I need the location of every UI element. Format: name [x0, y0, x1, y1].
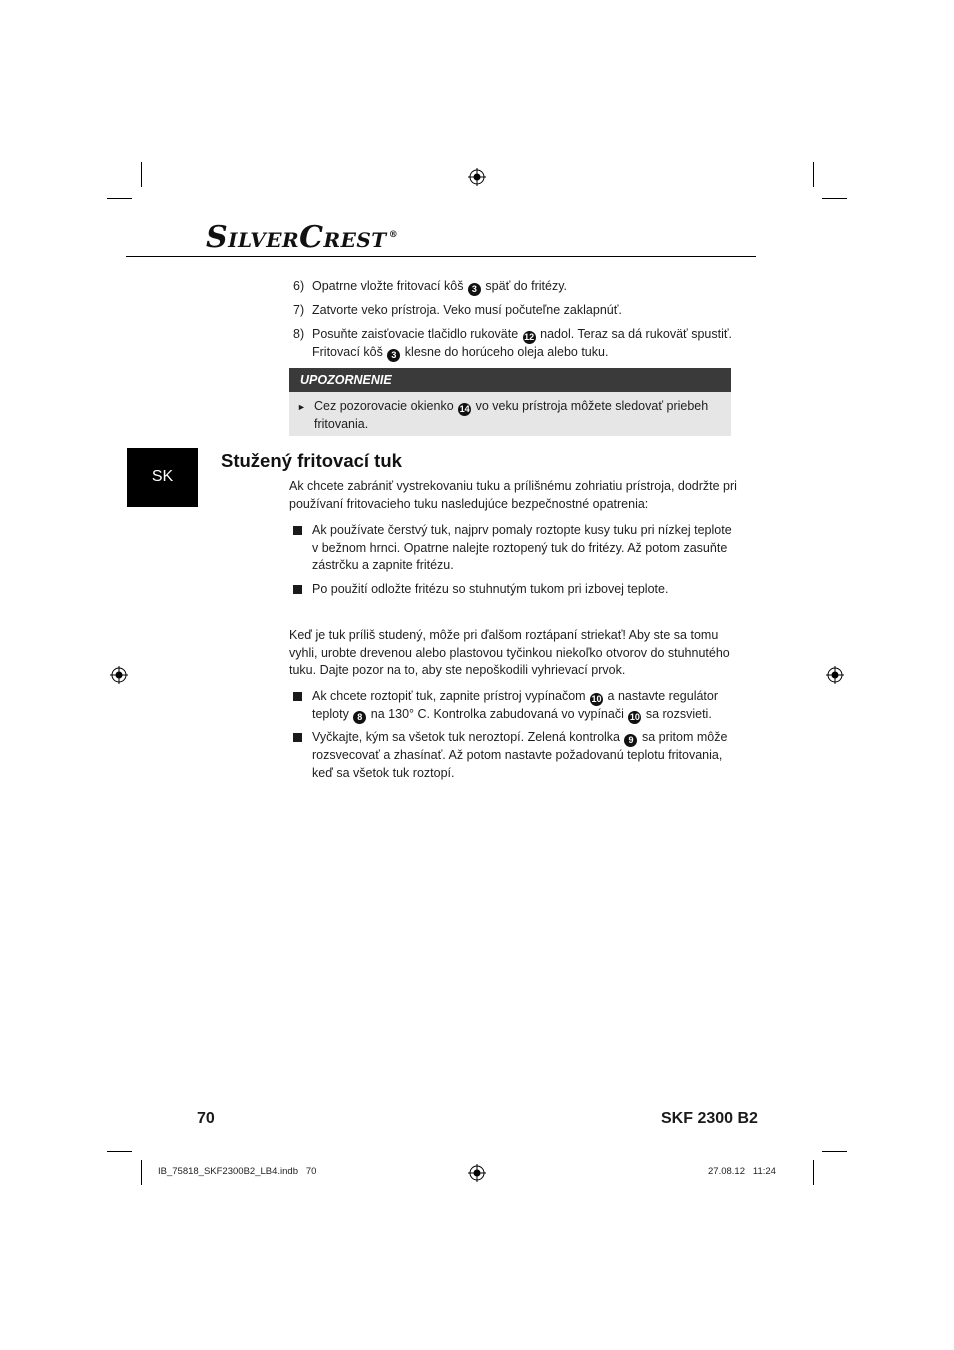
part-number-badge: 14: [459, 404, 470, 414]
step-number: 7): [293, 303, 305, 317]
registration-mark-icon: [826, 666, 844, 684]
print-slug-date: 27.08.12 11:24: [708, 1166, 776, 1177]
crop-mark: [107, 198, 132, 199]
square-bullet-icon: [293, 526, 302, 535]
step-number: 8): [293, 327, 305, 341]
list-item: Ak chcete roztopiť tuk, zapnite prístroj vypínačom 10 a nastavte regulátor teploty 8 na 130° C. Kontrolka zabudovaná vo vypínači 10 sa rozsvieti.: [293, 688, 733, 724]
square-bullet-icon: [293, 585, 302, 594]
crop-mark: [141, 1160, 142, 1185]
step-text: Zatvorte veko prístroja. Veko musí počuteľne zaklapnúť.: [312, 303, 622, 317]
step-6: 6) Opatrne vložte fritovací kôš 3 späť do fritézy.: [293, 279, 567, 294]
part-number-badge: 3: [468, 283, 481, 296]
square-bullet-icon: [293, 692, 302, 701]
registration-mark-icon: [468, 168, 486, 186]
warning-title: UPOZORNENIE: [289, 368, 731, 392]
part-number-badge: 10: [629, 712, 640, 722]
brand-logo: SILVERCREST ®: [206, 220, 399, 255]
warning-body: ► Cez pozorovacie okienko 14 vo veku prístroja môžete sledovať priebeh fritovania.: [289, 392, 731, 436]
list-item: Vyčkajte, kým sa všetok tuk neroztopí. Zelená kontrolka 9 sa pritom môže rozsvecovať a zhasínať. Až potom nastavte požadovanú teplotu fritovania, keď sa všetok tuk roztopí.: [293, 729, 733, 782]
part-number-badge: 10: [591, 694, 602, 704]
list-item: Ak používate čerstvý tuk, najprv pomaly roztopte kusy tuku pri nízkej teplote v bežnom hrnci. Opatrne nalejte roztopený tuk do fritézy. Až potom zasuňte zástrčku a zapnite fritézu.: [293, 522, 733, 575]
registration-mark-icon: [468, 1164, 486, 1182]
crop-mark: [822, 1151, 847, 1152]
crop-mark: [822, 198, 847, 199]
part-number-badge: 3: [387, 349, 400, 362]
step-8: 8) Posuňte zaisťovacie tlačidlo rukoväte 12 nadol. Teraz sa dá rukoväť spustiť. Fritovací kôš 3 klesne do horúceho oleja alebo tuku.: [293, 327, 733, 360]
intro-paragraph: Ak chcete zabrániť vystrekovaniu tuku a prílišnému zohriatiu prístroja, dodržte pri používaní fritovacieho tuku nasledujúce bezpečnostné opatrenia:: [289, 479, 737, 511]
arrow-bullet-icon: ►: [297, 402, 306, 412]
crop-mark: [141, 162, 142, 187]
part-number-badge: 9: [624, 734, 637, 747]
header-rule: [126, 256, 756, 257]
square-bullet-icon: [293, 733, 302, 742]
registered-mark: ®: [388, 230, 399, 241]
crop-mark: [813, 162, 814, 187]
crop-mark: [813, 1160, 814, 1185]
section-title: Stužený fritovací tuk: [221, 450, 402, 471]
language-tab: SK: [127, 448, 198, 507]
registration-mark-icon: [110, 666, 128, 684]
print-slug-file: IB_75818_SKF2300B2_LB4.indb 70: [158, 1166, 317, 1177]
crop-mark: [107, 1151, 132, 1152]
page-number: 70: [197, 1110, 215, 1127]
list-item: Po použití odložte fritézu so stuhnutým tukom pri izbovej teplote.: [293, 581, 733, 599]
step-7: [293, 302, 733, 320]
model-number: SKF 2300 B2: [661, 1110, 758, 1127]
part-number-badge: 12: [524, 332, 535, 342]
paragraph: Keď je tuk príliš studený, môže pri ďalšom roztápaní striekať! Aby ste sa tomu vyhli, urobte drevenou alebo plastovou tyčinkou niekoľko otvorov do stuhnutého tuku. Dajte pozor na to, aby ste nepoškodili vyhrievací prvok.: [289, 628, 730, 677]
part-number-badge: 8: [353, 711, 366, 724]
step-number: 6): [293, 279, 305, 293]
